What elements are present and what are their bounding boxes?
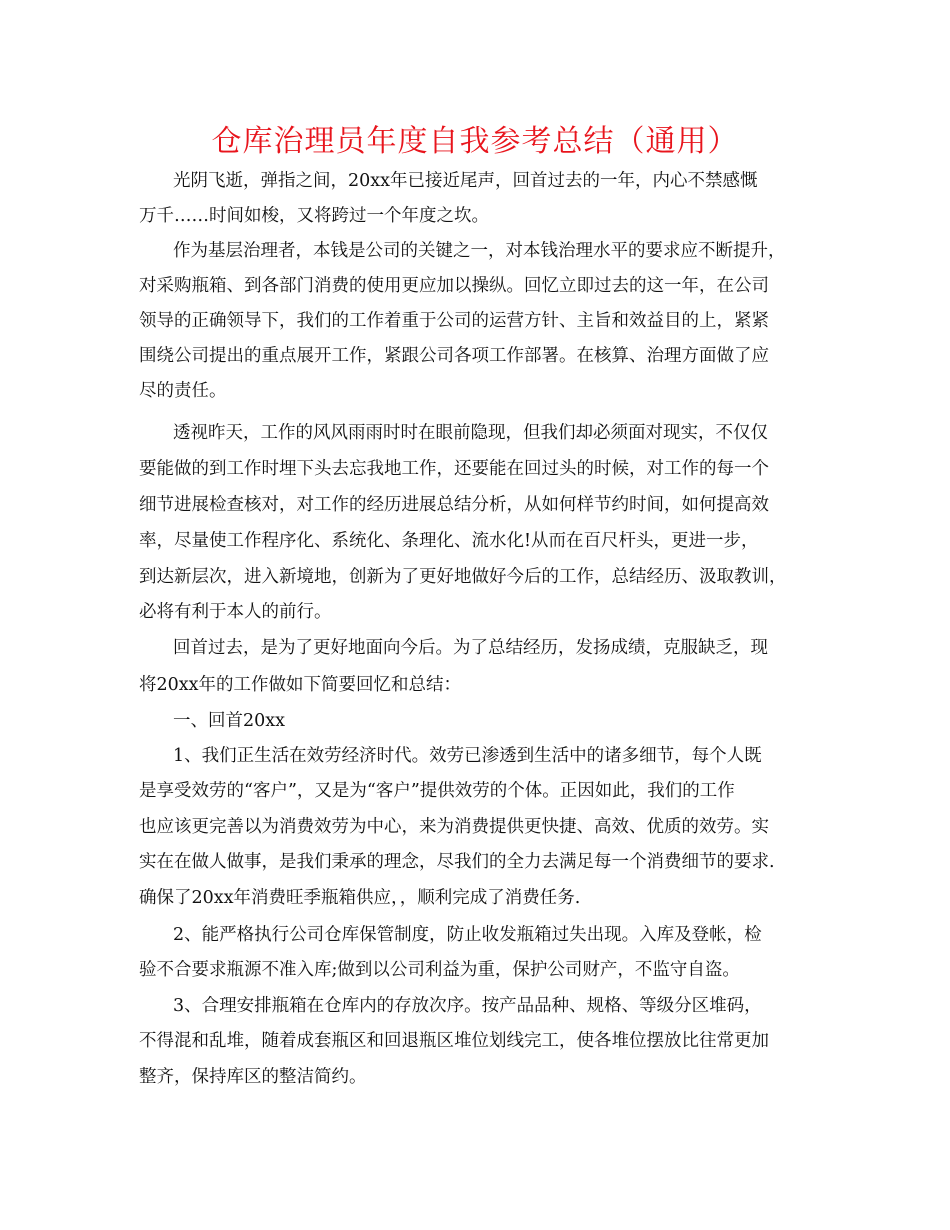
paragraph-line: 对采购瓶箱、到各部门消费的使用更应加以操纵。回忆立即过去的这一年，在公司 — [139, 276, 769, 296]
paragraph-line: 回首过去，是为了更好地面向今后。为了总结经历，发扬成绩，克服缺乏，现 — [173, 638, 768, 658]
paragraph-line: 整齐，保持库区的整洁简约。 — [139, 1067, 367, 1087]
paragraph-line: 率，尽量使工作程序化、系统化、条理化、流水化!从而在百尺杆头，更进一步， — [139, 531, 759, 551]
paragraph-line: 透视昨天，工作的风风雨雨时时在眼前隐现，但我们却必须面对现实，不仅仅 — [173, 423, 768, 443]
paragraph-line: 不得混和乱堆，随着成套瓶区和回退瓶区堆位划线完工，使各堆位摆放比往常更加 — [139, 1031, 769, 1051]
paragraph-line: 1、我们正生活在效劳经济时代。效劳已渗透到生活中的诸多细节，每个人既 — [173, 746, 762, 766]
paragraph-line: 验不合要求瓶源不准入库;做到以公司利益为重，保护公司财产，不监守自盗。 — [139, 960, 740, 980]
paragraph-line: 是享受效劳的“客户”，又是为“客户”提供效劳的个体。正因如此，我们的工作 — [139, 781, 735, 801]
paragraph-line: 到达新层次，进入新境地，创新为了更好地做好今后的工作，总结经历、汲取教训， — [139, 567, 787, 587]
paragraph-line: 尽的责任。 — [139, 381, 227, 401]
paragraph-line: 实在在做人做事，是我们秉承的理念，尽我们的全力去满足每一个消费细节的要求. — [139, 852, 775, 872]
document-title: 仓库治理员年度自我参考总结（通用） — [211, 124, 739, 159]
paragraph-line: 光阴飞逝，弹指之间，20xx年已接近尾声，回首过去的一年，内心不禁感慨 — [173, 171, 758, 191]
paragraph-line: 细节进展检查核对，对工作的经历进展总结分析，从如何样节约时间，如何提高效 — [139, 495, 769, 515]
paragraph-line: 要能做的到工作时埋下头去忘我地工作，还要能在回过头的时候，对工作的每一个 — [139, 459, 769, 479]
paragraph-line: 必将有利于本人的前行。 — [139, 602, 332, 622]
paragraph-line: 3、合理安排瓶箱在仓库内的存放次序。按产品品种、规格、等级分区堆码， — [173, 996, 762, 1016]
paragraph-line: 确保了20xx年消费旺季瓶箱供应，，顺利完成了消费任务. — [139, 888, 581, 908]
paragraph-line: 领导的正确领导下，我们的工作着重于公司的运营方针、主旨和效益目的上，紧紧 — [139, 311, 769, 331]
paragraph-line: 2、能严格执行公司仓库保管制度，防止收发瓶箱过失出现。入库及登帐，检 — [173, 925, 762, 945]
paragraph-line: 作为基层治理者，本钱是公司的关键之一，对本钱治理水平的要求应不断提升， — [173, 241, 786, 261]
paragraph-line: 也应该更完善以为消费效劳为中心，来为消费提供更快捷、高效、优质的效劳。实 — [139, 817, 769, 837]
section-heading: 一、回首20xx — [173, 711, 286, 731]
paragraph-line: 将20xx年的工作做如下简要回忆和总结： — [139, 675, 462, 695]
paragraph-line: 围绕公司提出的重点展开工作，紧跟公司各项工作部署。在核算、治理方面做了应 — [139, 346, 769, 366]
paragraph-line: 万千……时间如梭，又将跨过一个年度之坎。 — [139, 206, 489, 226]
